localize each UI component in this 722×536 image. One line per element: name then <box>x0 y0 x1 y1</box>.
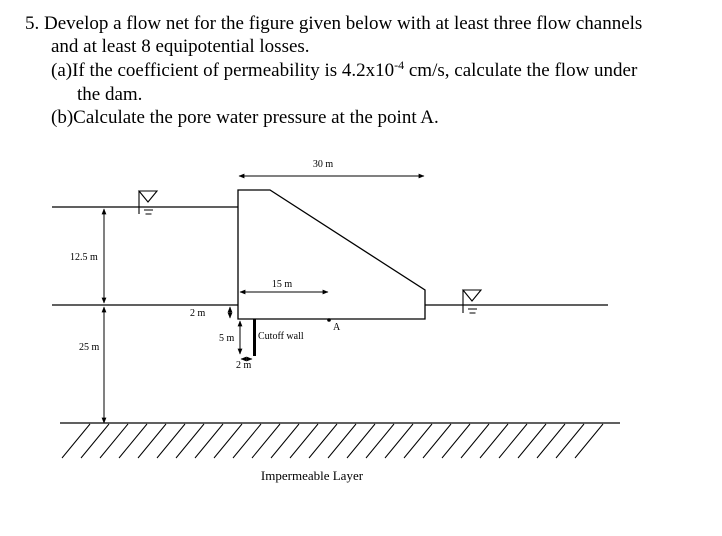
problem-text-line-2: and at least 8 equipotential losses. <box>51 36 310 57</box>
problem-number: 5. <box>25 13 40 34</box>
label-impermeable-layer: Impermeable Layer <box>260 468 364 483</box>
downstream-water-symbol <box>463 290 481 313</box>
cutoff-wall <box>253 319 256 356</box>
point-a-marker <box>327 318 331 322</box>
part-a-exponent: -4 <box>394 58 405 72</box>
label-base-span: 15 m <box>271 279 293 290</box>
label-point-a: A <box>333 322 341 333</box>
problem-text-line-1: Develop a flow net for the figure given below with at least three flow channels <box>44 13 643 34</box>
label-soil-depth: 25 m <box>79 342 100 353</box>
part-a-prefix: If the coefficient of permeability is 4.2x10 <box>72 60 395 81</box>
dam-body <box>238 190 425 319</box>
label-top-width: 30 m <box>312 159 334 170</box>
upstream-water-symbol <box>139 191 157 214</box>
part-b-label: (b) <box>51 107 74 128</box>
part-b-text: Calculate the pore water pressure at the point A. <box>73 107 439 128</box>
part-a-text-line-2: the dam. <box>77 84 143 105</box>
label-cutoff-offset: 2 m <box>236 360 252 371</box>
part-a-label: (a) <box>51 60 73 81</box>
part-a-suffix: cm/s, calculate the flow under <box>404 60 638 81</box>
label-water-depth: 12.5 m <box>70 252 98 263</box>
impermeable-layer-hatching <box>62 424 603 458</box>
label-cutoff-depth: 5 m <box>219 333 235 344</box>
label-embedment: 2 m <box>190 308 206 319</box>
label-cutoff-wall: Cutoff wall <box>258 331 304 342</box>
